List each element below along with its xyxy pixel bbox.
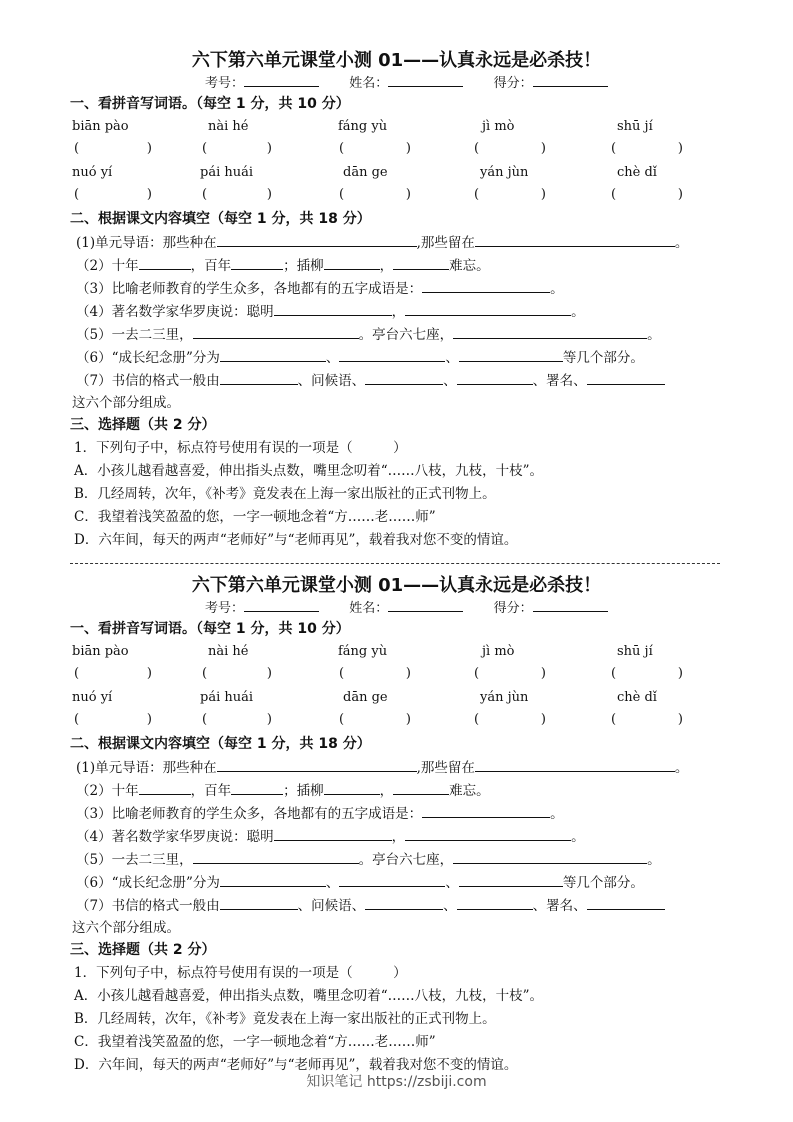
fill-blank[interactable] <box>475 758 675 772</box>
section-1-heading: 一、看拼音写词语。（每空 1 分，共 10 分） <box>70 96 350 112</box>
fill-blank[interactable] <box>405 302 571 316</box>
answer-row <box>74 141 724 159</box>
answer-row <box>74 187 724 205</box>
fill-text: 、 <box>445 875 459 891</box>
fill-blank[interactable] <box>217 758 417 772</box>
fill-blank[interactable] <box>324 781 380 795</box>
fill-text: 。 <box>674 760 689 776</box>
name-label: 姓名： <box>349 601 389 616</box>
fill-blank[interactable] <box>220 371 298 385</box>
answer-row <box>74 712 724 730</box>
answer-box[interactable]: ( ) <box>74 712 152 727</box>
pinyin: chè dǐ <box>617 690 657 705</box>
fill-text: ， <box>379 783 394 799</box>
fill-blank[interactable] <box>193 325 359 339</box>
answer-box[interactable]: ( ) <box>339 141 411 156</box>
fill-text: ，百年 <box>190 258 232 274</box>
answer-box[interactable]: ( ) <box>74 187 152 202</box>
fill-text: 。 <box>571 304 585 320</box>
fill-blank[interactable] <box>422 804 550 818</box>
fill-item-1 <box>76 233 688 252</box>
fill-blank[interactable] <box>339 873 445 887</box>
fill-item-7-cont: 这六个部分组成。 <box>72 395 180 411</box>
student-info <box>205 74 608 93</box>
fill-text: （5）一去二三里， <box>76 327 193 343</box>
fill-text: （4）著名数学家华罗庚说：聪明 <box>76 829 274 845</box>
fill-blank[interactable] <box>220 896 298 910</box>
choice-option-b[interactable]: B．几经周转，次年，《补考》竟发表在上海一家出版社的正式刊物上。 <box>74 486 496 502</box>
section-2-heading: 二、根据课文内容填空（每空 1 分，共 18 分） <box>70 736 371 752</box>
fill-item-2 <box>76 781 490 800</box>
exam-no-blank[interactable] <box>244 599 319 612</box>
fill-text: （7）书信的格式一般由 <box>76 898 220 914</box>
fill-text: （3）比喻老师教育的学生众多，各地都有的五字成语是： <box>76 281 423 297</box>
quiz-title: 六下第六单元课堂小测 01——认真永远是必杀技！ <box>191 50 602 71</box>
fill-text: 难忘。 <box>449 258 490 274</box>
fill-item-7-cont: 这六个部分组成。 <box>72 920 180 936</box>
fill-text: （2）十年 <box>76 258 139 274</box>
fill-text: 。 <box>550 806 564 822</box>
pinyin: pái huái <box>200 690 254 705</box>
pinyin: pái huái <box>200 165 254 180</box>
pinyin: shū jí <box>617 119 653 134</box>
fill-text: 、 <box>443 373 457 389</box>
choice-option-c[interactable]: C．我望着浅笑盈盈的您，一字一顿地念着“方……老……师” <box>74 509 436 525</box>
fill-blank[interactable] <box>393 781 449 795</box>
student-info <box>205 599 608 618</box>
pinyin: shū jí <box>617 644 653 659</box>
fill-blank[interactable] <box>459 873 563 887</box>
fill-text: ；插柳 <box>283 783 324 799</box>
pinyin: nuó yí <box>72 690 113 705</box>
choice-option-c[interactable]: C．我望着浅笑盈盈的您，一字一顿地念着“方……老……师” <box>74 1034 436 1050</box>
fill-item-4 <box>76 827 585 846</box>
fill-blank[interactable] <box>365 371 443 385</box>
fill-text: 。 <box>571 829 585 845</box>
pinyin: fáng yù <box>338 119 388 134</box>
pinyin: chè dǐ <box>617 165 657 180</box>
fill-item-1 <box>76 758 688 777</box>
fill-blank[interactable] <box>193 850 359 864</box>
pinyin: fáng yù <box>338 644 388 659</box>
pinyin: jì mò <box>482 644 515 659</box>
answer-box[interactable]: ( ) <box>474 187 546 202</box>
fill-text: 。 <box>647 327 661 343</box>
fill-text: 、 <box>443 898 457 914</box>
fill-text: （6）“成长纪念册”分为 <box>76 875 220 891</box>
pinyin: biān pào <box>72 644 129 659</box>
fill-blank[interactable] <box>139 256 191 270</box>
fill-blank[interactable] <box>393 256 449 270</box>
fill-text: （6）“成长纪念册”分为 <box>76 350 220 366</box>
pinyin: yán jùn <box>480 690 529 705</box>
pinyin-row <box>72 644 722 662</box>
answer-box[interactable]: ( ) <box>611 666 683 681</box>
fill-item-2 <box>76 256 490 275</box>
choice-option-a[interactable]: A．小孩儿越看越喜爱，伸出指头点数，嘴里念叨着“……八枝，九枝，十枝”。 <box>74 463 544 479</box>
fill-text: 难忘。 <box>449 783 490 799</box>
name-label: 姓名： <box>349 76 389 91</box>
fill-text: 、 <box>445 350 459 366</box>
answer-box[interactable]: ( ) <box>339 187 411 202</box>
fill-blank[interactable] <box>324 256 380 270</box>
fill-item-7 <box>76 896 665 915</box>
fill-text: 。 <box>674 235 689 251</box>
fill-text: （2）十年 <box>76 783 139 799</box>
score-label: 得分： <box>493 601 533 616</box>
fill-text: ， <box>391 829 406 845</box>
choice-option-d[interactable]: D．六年间，每天的两声“老师好”与“老师再见”，载着我对您不变的情谊。 <box>74 1057 518 1073</box>
fill-text: (1)单元导语：那些种在 <box>76 235 217 251</box>
score-blank[interactable] <box>533 74 608 87</box>
fill-blank[interactable] <box>274 827 392 841</box>
section-3-heading: 三、选择题（共 2 分） <box>70 417 216 433</box>
fill-text: 、问候语、 <box>297 373 366 389</box>
fill-blank[interactable] <box>220 348 326 362</box>
pinyin: nài hé <box>208 119 249 134</box>
fill-item-6 <box>76 873 644 892</box>
fill-blank[interactable] <box>457 896 533 910</box>
answer-box[interactable]: ( ) <box>202 187 272 202</box>
score-label: 得分： <box>493 76 533 91</box>
fill-blank[interactable] <box>139 781 191 795</box>
fill-text: 。 <box>647 852 661 868</box>
pinyin-row <box>72 165 722 183</box>
pinyin: nuó yí <box>72 165 113 180</box>
pinyin: yán jùn <box>480 165 529 180</box>
answer-box[interactable]: ( ) <box>611 712 683 727</box>
choice-option-b[interactable]: B．几经周转，次年，《补考》竟发表在上海一家出版社的正式刊物上。 <box>74 1011 496 1027</box>
fill-text: ,那些留在 <box>416 235 475 251</box>
fill-text: (1)单元导语：那些种在 <box>76 760 217 776</box>
fill-blank[interactable] <box>274 302 392 316</box>
section-3-heading: 三、选择题（共 2 分） <box>70 942 216 958</box>
footer-watermark: 知识笔记 https://zsbiji.com <box>306 1074 487 1090</box>
answer-box[interactable]: ( ) <box>202 666 272 681</box>
fill-item-5 <box>76 850 661 869</box>
answer-box[interactable]: ( ) <box>474 712 546 727</box>
fill-item-7 <box>76 371 665 390</box>
fill-text: ；插柳 <box>283 258 324 274</box>
fill-text: ,那些留在 <box>416 760 475 776</box>
fill-text: ， <box>391 304 406 320</box>
section-1-heading: 一、看拼音写词语。（每空 1 分，共 10 分） <box>70 621 350 637</box>
fill-text: （5）一去二三里， <box>76 852 193 868</box>
fill-blank[interactable] <box>457 371 533 385</box>
fill-text: ， <box>379 258 394 274</box>
fill-item-6 <box>76 348 644 367</box>
fill-blank[interactable] <box>459 348 563 362</box>
fill-blank[interactable] <box>231 256 283 270</box>
answer-box[interactable]: ( ) <box>74 141 152 156</box>
fill-text: 、 <box>325 350 340 366</box>
pinyin-row <box>72 690 722 708</box>
fill-item-5 <box>76 325 661 344</box>
fill-text: （3）比喻老师教育的学生众多，各地都有的五字成语是： <box>76 806 423 822</box>
choice-option-d[interactable]: D．六年间，每天的两声“老师好”与“老师再见”，载着我对您不变的情谊。 <box>74 532 518 548</box>
fill-blank[interactable] <box>475 233 675 247</box>
quiz-title: 六下第六单元课堂小测 01——认真永远是必杀技！ <box>191 575 602 596</box>
fill-text: （7）书信的格式一般由 <box>76 373 220 389</box>
pinyin: dān ge <box>343 690 388 705</box>
fill-text: 、 <box>325 875 340 891</box>
fill-blank[interactable] <box>217 233 417 247</box>
choice-question: 1．下列句子中，标点符号使用有误的一项是（ ） <box>74 440 407 456</box>
answer-box[interactable]: ( ) <box>474 666 546 681</box>
answer-box[interactable]: ( ) <box>202 712 272 727</box>
answer-box[interactable]: ( ) <box>339 712 411 727</box>
answer-box[interactable]: ( ) <box>611 141 683 156</box>
fill-text: 等几个部分。 <box>562 350 644 366</box>
fill-item-3 <box>76 804 564 823</box>
cut-line-divider <box>70 563 720 564</box>
exam-no-label: 考号： <box>205 601 245 616</box>
pinyin-row <box>72 119 722 137</box>
section-2-heading: 二、根据课文内容填空（每空 1 分，共 18 分） <box>70 211 371 227</box>
fill-text: 、问候语、 <box>297 898 366 914</box>
fill-text: 。亭台六七座， <box>358 327 454 343</box>
pinyin: nài hé <box>208 644 249 659</box>
fill-blank[interactable] <box>422 279 550 293</box>
fill-blank[interactable] <box>453 850 647 864</box>
answer-box[interactable]: ( ) <box>474 141 546 156</box>
fill-blank[interactable] <box>365 896 443 910</box>
fill-blank[interactable] <box>231 781 283 795</box>
fill-blank[interactable] <box>220 873 326 887</box>
pinyin: dān ge <box>343 165 388 180</box>
choice-question: 1．下列句子中，标点符号使用有误的一项是（ ） <box>74 965 407 981</box>
fill-blank[interactable] <box>587 371 665 385</box>
exam-no-blank[interactable] <box>244 74 319 87</box>
fill-text: 。 <box>550 281 564 297</box>
fill-text: 。亭台六七座， <box>358 852 454 868</box>
fill-item-3 <box>76 279 564 298</box>
fill-text: ，百年 <box>190 783 232 799</box>
fill-text: 、署名、 <box>532 898 587 914</box>
name-blank[interactable] <box>388 599 463 612</box>
fill-text: （4）著名数学家华罗庚说：聪明 <box>76 304 274 320</box>
fill-blank[interactable] <box>339 348 445 362</box>
score-blank[interactable] <box>533 599 608 612</box>
fill-item-4 <box>76 302 585 321</box>
answer-box[interactable]: ( ) <box>339 666 411 681</box>
answer-box[interactable]: ( ) <box>611 187 683 202</box>
fill-blank[interactable] <box>405 827 571 841</box>
fill-text: 、署名、 <box>532 373 587 389</box>
pinyin: jì mò <box>482 119 515 134</box>
exam-no-label: 考号： <box>205 76 245 91</box>
fill-text: 等几个部分。 <box>562 875 644 891</box>
choice-option-a[interactable]: A．小孩儿越看越喜爱，伸出指头点数，嘴里念叨着“……八枝，九枝，十枝”。 <box>74 988 544 1004</box>
fill-blank[interactable] <box>587 896 665 910</box>
fill-blank[interactable] <box>453 325 647 339</box>
pinyin: biān pào <box>72 119 129 134</box>
answer-box[interactable]: ( ) <box>202 141 272 156</box>
answer-box[interactable]: ( ) <box>74 666 152 681</box>
answer-row <box>74 666 724 684</box>
name-blank[interactable] <box>388 74 463 87</box>
